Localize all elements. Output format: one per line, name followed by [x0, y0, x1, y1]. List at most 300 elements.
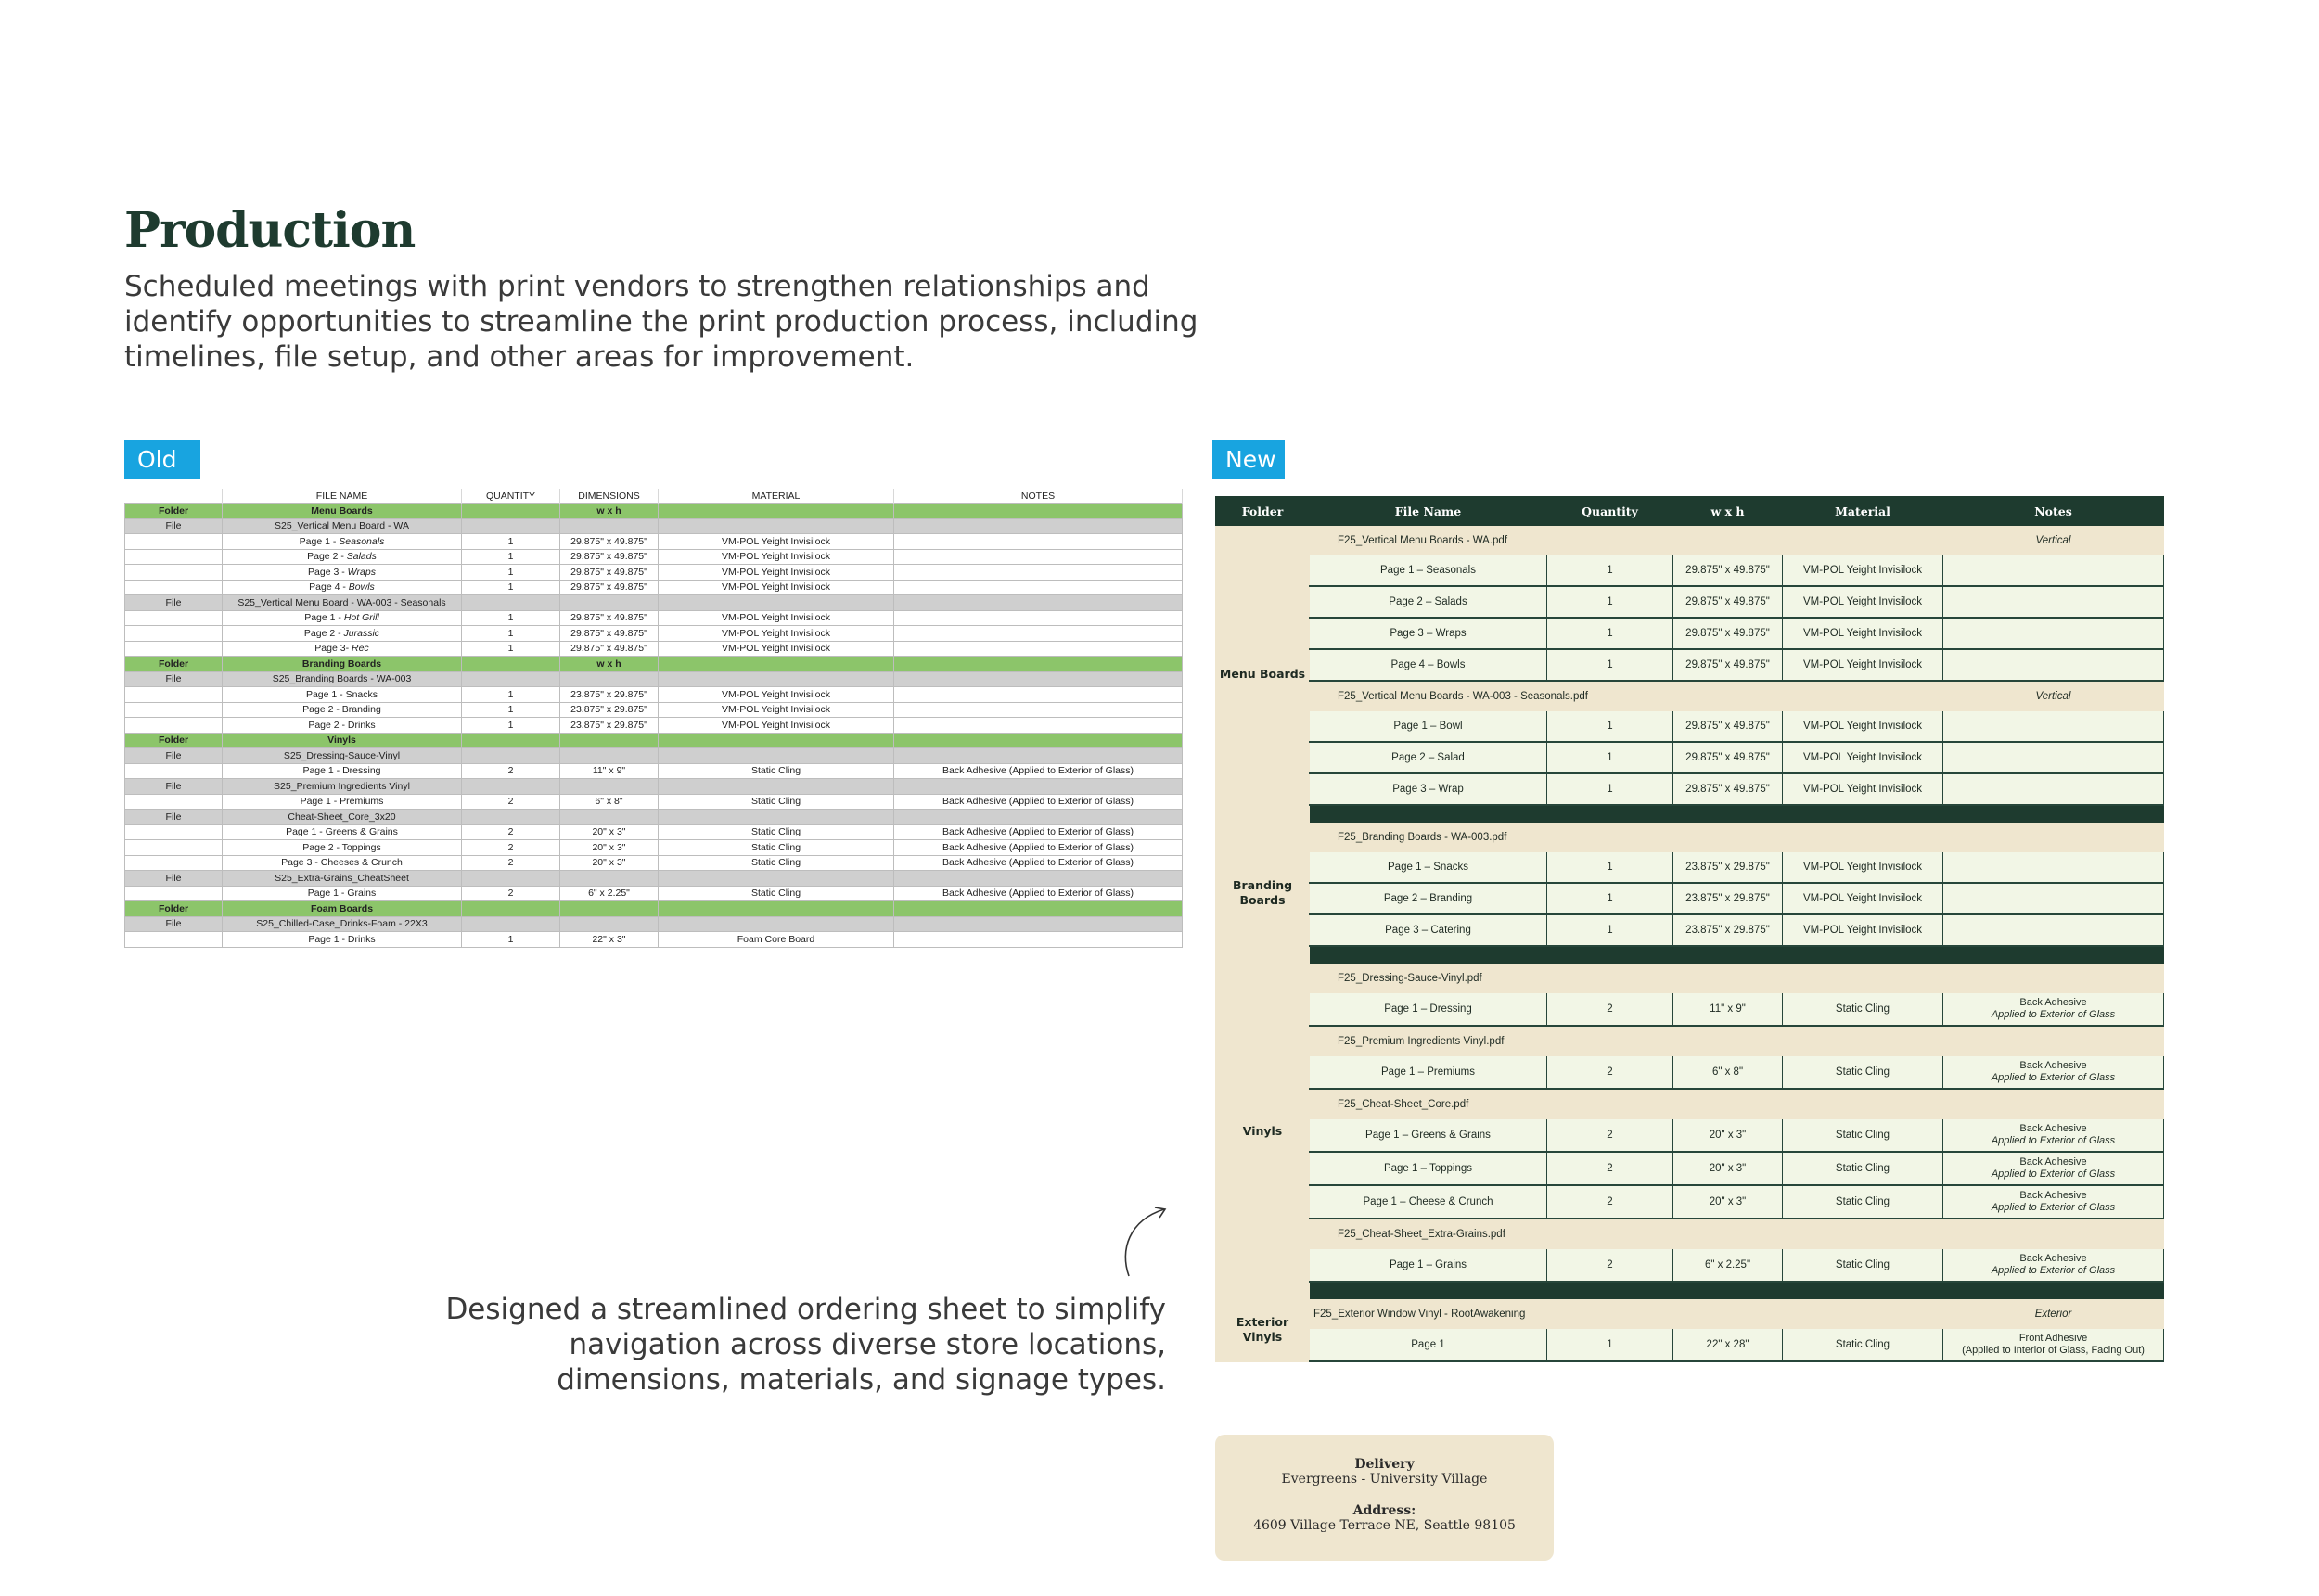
old-row-item — [125, 840, 1183, 856]
page-notes — [1943, 1185, 2164, 1219]
old-row-item — [125, 534, 1183, 550]
page-name: Page 1 – Seasonals — [1310, 555, 1547, 587]
old-cell-italic: Salads — [346, 551, 377, 563]
old-cell: Back Adhesive (Applied to Exterior of Glass) — [894, 855, 1183, 871]
page-dimensions: 6" x 2.25" — [1673, 1249, 1783, 1283]
file-name: F25_Vertical Menu Boards - WA.pdf — [1310, 526, 1943, 555]
old-cell — [560, 916, 659, 932]
page-name: Page 3 – Wraps — [1310, 618, 1547, 649]
old-row-item — [125, 763, 1183, 779]
old-cell: 23.875" x 29.875" — [560, 718, 659, 734]
page-quantity: 1 — [1547, 586, 1673, 618]
old-cell: Static Cling — [659, 886, 894, 901]
old-cell: 1 — [462, 565, 560, 581]
old-row-folder — [125, 504, 1183, 519]
old-cell — [223, 534, 462, 550]
old-row-file — [125, 916, 1183, 932]
old-cell — [894, 916, 1183, 932]
page-notes — [1943, 1329, 2164, 1362]
page-dimensions: 23.875" x 29.875" — [1673, 914, 1783, 946]
page-row — [1216, 883, 2164, 914]
old-cell — [894, 534, 1183, 550]
old-cell — [894, 932, 1183, 948]
old-cell — [894, 610, 1183, 626]
old-cell: 6" x 8" — [560, 794, 659, 810]
old-cell: Folder — [125, 901, 223, 917]
old-cell-italic: Bowls — [348, 581, 375, 594]
old-cell: VM-POL Yeight Invisilock — [659, 549, 894, 565]
page-material: VM-POL Yeight Invisilock — [1783, 649, 1943, 681]
old-header-cell: MATERIAL — [659, 489, 894, 504]
old-row-item — [125, 702, 1183, 718]
note-line-italic: Applied to Exterior of Glass — [1991, 1135, 2116, 1146]
delivery-label: Delivery — [1354, 1457, 1415, 1472]
old-cell — [894, 671, 1183, 687]
old-cell — [560, 779, 659, 795]
old-row-file — [125, 671, 1183, 687]
old-row-item — [125, 794, 1183, 810]
page-name: Page 1 – Grains — [1310, 1249, 1547, 1283]
old-cell — [894, 810, 1183, 825]
page-dimensions: 29.875" x 49.875" — [1673, 742, 1783, 773]
old-cell — [894, 641, 1183, 657]
note-line-italic: Applied to Exterior of Glass — [1991, 1009, 2116, 1020]
old-cell: 29.875" x 49.875" — [560, 549, 659, 565]
file-note: Exterior — [1943, 1299, 2164, 1329]
old-cell — [659, 871, 894, 887]
old-cell: S25_Extra-Grains_CheatSheet — [223, 871, 462, 887]
page-row — [1216, 711, 2164, 743]
page-material: VM-POL Yeight Invisilock — [1783, 883, 1943, 914]
old-cell-text: Page 3- — [314, 643, 352, 655]
old-cell: VM-POL Yeight Invisilock — [659, 534, 894, 550]
old-cell — [894, 871, 1183, 887]
curved-arrow-icon — [1116, 1204, 1172, 1278]
old-cell-italic: Rec — [352, 643, 369, 655]
old-cell: 1 — [462, 626, 560, 642]
old-row-item — [125, 565, 1183, 581]
page-quantity: 1 — [1547, 852, 1673, 884]
old-order-sheet — [124, 489, 1183, 948]
old-cell: VM-POL Yeight Invisilock — [659, 610, 894, 626]
old-cell: 2 — [462, 824, 560, 840]
new-header-folder: Folder — [1216, 497, 1310, 526]
old-cell — [894, 595, 1183, 611]
old-cell: S25_Premium Ingredients Vinyl — [223, 779, 462, 795]
old-cell — [560, 518, 659, 534]
old-row-file — [125, 518, 1183, 534]
old-cell: File — [125, 671, 223, 687]
old-cell — [462, 748, 560, 764]
note-line: (Applied to Interior of Glass, Facing Out) — [1962, 1345, 2145, 1356]
page-row — [1216, 1056, 2164, 1090]
old-cell-text: Page 4 - — [309, 581, 349, 594]
page-notes — [1943, 586, 2164, 618]
callout-text: Designed a streamlined ordering sheet to simplify navigation across diverse store locations, dimensions, materials, and signage types. — [445, 1293, 1166, 1397]
old-cell — [560, 810, 659, 825]
page-name: Page 4 – Bowls — [1310, 649, 1547, 681]
page-notes — [1943, 618, 2164, 649]
page-name: Page 1 – Snacks — [1310, 852, 1547, 884]
old-cell — [223, 610, 462, 626]
file-row — [1216, 1299, 2164, 1329]
old-cell — [894, 733, 1183, 748]
old-cell: 1 — [462, 702, 560, 718]
page-row — [1216, 555, 2164, 587]
old-cell-italic: Hot Grill — [343, 612, 379, 624]
old-cell: S25_Vertical Menu Board - WA-003 - Seasonals — [223, 595, 462, 611]
page-dimensions: 23.875" x 29.875" — [1673, 852, 1783, 884]
page-dimensions: 29.875" x 49.875" — [1673, 773, 1783, 805]
old-cell: Static Cling — [659, 794, 894, 810]
old-cell — [462, 810, 560, 825]
delivery-store: Evergreens - University Village — [1281, 1472, 1488, 1487]
file-row — [1216, 681, 2164, 711]
file-note: Vertical — [1943, 526, 2164, 555]
old-cell — [223, 580, 462, 595]
page-dimensions: 20" x 3" — [1673, 1119, 1783, 1153]
old-cell: File — [125, 595, 223, 611]
old-cell: 2 — [462, 840, 560, 856]
old-cell — [462, 871, 560, 887]
old-cell-italic: Wraps — [347, 566, 376, 578]
old-row-file — [125, 810, 1183, 825]
old-cell: Foam Core Board — [659, 932, 894, 948]
old-cell — [462, 671, 560, 687]
old-cell — [659, 779, 894, 795]
old-cell — [223, 626, 462, 642]
new-header-notes: Notes — [1943, 497, 2164, 526]
old-cell: 29.875" x 49.875" — [560, 565, 659, 581]
page-material: Static Cling — [1783, 993, 1943, 1027]
old-cell — [125, 549, 223, 565]
old-cell: Back Adhesive (Applied to Exterior of Glass) — [894, 763, 1183, 779]
page-quantity: 2 — [1547, 993, 1673, 1027]
file-name: F25_Premium Ingredients Vinyl.pdf — [1310, 1026, 1943, 1056]
delivery-card — [1215, 1435, 1554, 1561]
old-cell: 22" x 3" — [560, 932, 659, 948]
page-material: VM-POL Yeight Invisilock — [1783, 742, 1943, 773]
old-row-item — [125, 549, 1183, 565]
old-cell: S25_Branding Boards - WA-003 — [223, 671, 462, 687]
note-line: Back Adhesive — [2019, 1156, 2087, 1168]
old-cell — [125, 855, 223, 871]
old-cell — [894, 779, 1183, 795]
old-cell — [894, 718, 1183, 734]
page-row — [1216, 852, 2164, 884]
old-cell: Static Cling — [659, 763, 894, 779]
page-dimensions: 29.875" x 49.875" — [1673, 618, 1783, 649]
old-cell: 20" x 3" — [560, 855, 659, 871]
old-cell — [560, 671, 659, 687]
old-cell: Page 3 - Cheeses & Crunch — [223, 855, 462, 871]
old-cell — [659, 810, 894, 825]
old-header-cell: QUANTITY — [462, 489, 560, 504]
old-cell — [560, 748, 659, 764]
new-header-filename: File Name — [1310, 497, 1547, 526]
file-row — [1216, 526, 2164, 555]
page-quantity: 1 — [1547, 649, 1673, 681]
page-notes — [1943, 711, 2164, 743]
page-notes — [1943, 993, 2164, 1027]
page-title: Production — [124, 202, 416, 259]
page-row — [1216, 1119, 2164, 1153]
old-cell — [223, 565, 462, 581]
old-cell: Back Adhesive (Applied to Exterior of Glass) — [894, 824, 1183, 840]
old-cell-text: Page 1 - — [299, 535, 340, 547]
old-cell: Foam Boards — [223, 901, 462, 917]
page-row — [1216, 914, 2164, 946]
old-cell — [659, 916, 894, 932]
page-quantity: 1 — [1547, 773, 1673, 805]
old-cell: 1 — [462, 718, 560, 734]
old-row-item — [125, 687, 1183, 703]
page-notes — [1943, 852, 2164, 884]
page-row — [1216, 1329, 2164, 1362]
note-line-italic: Applied to Exterior of Glass — [1991, 1202, 2116, 1213]
old-cell — [894, 657, 1183, 672]
old-row-folder — [125, 901, 1183, 917]
old-header-cell: DIMENSIONS — [560, 489, 659, 504]
old-cell: 20" x 3" — [560, 824, 659, 840]
address-label: Address: — [1352, 1503, 1416, 1518]
page-row — [1216, 1152, 2164, 1185]
page-dimensions: 20" x 3" — [1673, 1152, 1783, 1185]
page-material: VM-POL Yeight Invisilock — [1783, 914, 1943, 946]
page-notes — [1943, 742, 2164, 773]
old-cell: VM-POL Yeight Invisilock — [659, 565, 894, 581]
old-cell — [125, 610, 223, 626]
page-quantity: 2 — [1547, 1249, 1673, 1283]
old-cell: 1 — [462, 580, 560, 595]
old-cell: 20" x 3" — [560, 840, 659, 856]
old-cell: Page 1 - Premiums — [223, 794, 462, 810]
old-cell: 29.875" x 49.875" — [560, 626, 659, 642]
note-line: Back Adhesive — [2019, 1190, 2087, 1201]
page-name: Page 1 – Premiums — [1310, 1056, 1547, 1090]
delivery-address: 4609 Village Terrace NE, Seattle 98105 — [1253, 1518, 1516, 1533]
old-cell-italic: Jurassic — [343, 627, 380, 639]
old-cell: Menu Boards — [223, 504, 462, 519]
page-name: Page 1 – Cheese & Crunch — [1310, 1185, 1547, 1219]
page-notes — [1943, 649, 2164, 681]
old-row-file — [125, 748, 1183, 764]
old-cell: Page 1 - Grains — [223, 886, 462, 901]
old-cell: 29.875" x 49.875" — [560, 580, 659, 595]
old-cell: 1 — [462, 932, 560, 948]
file-note: Vertical — [1943, 681, 2164, 711]
page-dimensions: 6" x 8" — [1673, 1056, 1783, 1090]
old-cell — [223, 549, 462, 565]
page-name: Page 1 – Dressing — [1310, 993, 1547, 1027]
old-cell — [894, 518, 1183, 534]
old-cell — [125, 886, 223, 901]
page-dimensions: 29.875" x 49.875" — [1673, 649, 1783, 681]
page-quantity: 2 — [1547, 1056, 1673, 1090]
old-cell — [462, 733, 560, 748]
new-order-sheet — [1215, 496, 2164, 1362]
page-notes — [1943, 773, 2164, 805]
old-row-file — [125, 779, 1183, 795]
old-cell-text: Page 2 - — [307, 551, 347, 563]
old-cell: 1 — [462, 641, 560, 657]
old-cell: Page 1 - Snacks — [223, 687, 462, 703]
page-row — [1216, 742, 2164, 773]
old-cell: VM-POL Yeight Invisilock — [659, 580, 894, 595]
folder-exterior-vinyls: Exterior Vinyls — [1216, 1299, 1310, 1362]
old-cell: Page 1 - Dressing — [223, 763, 462, 779]
folder-menu-boards: Menu Boards — [1216, 526, 1310, 823]
old-cell: VM-POL Yeight Invisilock — [659, 702, 894, 718]
old-cell-text: Page 3 - — [308, 566, 348, 578]
old-cell — [894, 626, 1183, 642]
old-cell: S25_Dressing-Sauce-Vinyl — [223, 748, 462, 764]
new-header-row — [1216, 497, 2164, 526]
old-row-folder — [125, 733, 1183, 748]
old-cell: File — [125, 779, 223, 795]
page-row — [1216, 618, 2164, 649]
old-cell: VM-POL Yeight Invisilock — [659, 626, 894, 642]
old-cell — [462, 779, 560, 795]
page-name: Page 2 – Salads — [1310, 586, 1547, 618]
file-note — [1943, 823, 2164, 852]
old-row-item — [125, 932, 1183, 948]
page-row — [1216, 1249, 2164, 1283]
old-cell: Folder — [125, 504, 223, 519]
page-notes — [1943, 1119, 2164, 1153]
old-cell: File — [125, 916, 223, 932]
page-quantity: 1 — [1547, 618, 1673, 649]
file-name: F25_Cheat-Sheet_Extra-Grains.pdf — [1310, 1219, 1943, 1249]
old-cell — [659, 657, 894, 672]
old-cell — [125, 580, 223, 595]
old-cell — [125, 626, 223, 642]
old-cell: 23.875" x 29.875" — [560, 702, 659, 718]
old-cell — [560, 871, 659, 887]
old-cell — [659, 901, 894, 917]
old-cell: VM-POL Yeight Invisilock — [659, 718, 894, 734]
new-header-material: Material — [1783, 497, 1943, 526]
page-dimensions: 11" x 9" — [1673, 993, 1783, 1027]
page-name: Page 1 — [1310, 1329, 1547, 1362]
page-name: Page 1 – Toppings — [1310, 1152, 1547, 1185]
old-cell — [560, 595, 659, 611]
page-material: VM-POL Yeight Invisilock — [1783, 852, 1943, 884]
old-cell: 2 — [462, 794, 560, 810]
page-material: Static Cling — [1783, 1329, 1943, 1362]
old-header-cell — [125, 489, 223, 504]
page-quantity: 2 — [1547, 1152, 1673, 1185]
folder-vinyls: Vinyls — [1216, 964, 1310, 1299]
page-row — [1216, 773, 2164, 805]
old-cell: w x h — [560, 657, 659, 672]
old-header-row — [125, 489, 1183, 504]
old-cell: File — [125, 748, 223, 764]
old-cell: 1 — [462, 549, 560, 565]
old-cell: Vinyls — [223, 733, 462, 748]
old-cell — [894, 748, 1183, 764]
page-material: Static Cling — [1783, 1152, 1943, 1185]
note-line: Front Adhesive — [2018, 1333, 2088, 1344]
old-row-item — [125, 718, 1183, 734]
old-row-item — [125, 886, 1183, 901]
old-cell — [560, 733, 659, 748]
old-cell: 2 — [462, 763, 560, 779]
old-cell: Page 1 - Drinks — [223, 932, 462, 948]
old-cell — [125, 641, 223, 657]
section-divider — [1216, 1282, 2164, 1299]
old-cell: File — [125, 871, 223, 887]
old-cell — [462, 916, 560, 932]
file-row — [1216, 823, 2164, 852]
file-row — [1216, 1089, 2164, 1119]
page-name: Page 3 – Catering — [1310, 914, 1547, 946]
old-cell: S25_Vertical Menu Board - WA — [223, 518, 462, 534]
old-cell — [659, 671, 894, 687]
old-cell — [894, 580, 1183, 595]
page-material: VM-POL Yeight Invisilock — [1783, 711, 1943, 743]
old-cell: 2 — [462, 855, 560, 871]
page-material: VM-POL Yeight Invisilock — [1783, 773, 1943, 805]
old-cell: 1 — [462, 610, 560, 626]
old-cell — [462, 595, 560, 611]
old-cell: 29.875" x 49.875" — [560, 534, 659, 550]
file-name: F25_Vertical Menu Boards - WA-003 - Seasonals.pdf — [1310, 681, 1943, 711]
file-name: F25_Branding Boards - WA-003.pdf — [1310, 823, 1943, 852]
page-material: Static Cling — [1783, 1056, 1943, 1090]
file-note — [1943, 1089, 2164, 1119]
page-dimensions: 22" x 28" — [1673, 1329, 1783, 1362]
old-cell — [125, 702, 223, 718]
file-name: F25_Exterior Window Vinyl - RootAwakening — [1310, 1299, 1943, 1329]
page-quantity: 2 — [1547, 1119, 1673, 1153]
old-cell — [894, 901, 1183, 917]
old-cell: Static Cling — [659, 824, 894, 840]
page-material: Static Cling — [1783, 1185, 1943, 1219]
file-name: F25_Cheat-Sheet_Core.pdf — [1310, 1089, 1943, 1119]
old-cell — [894, 702, 1183, 718]
note-line-italic: Applied to Exterior of Glass — [1991, 1168, 2116, 1180]
page-notes — [1943, 1249, 2164, 1283]
file-note — [1943, 964, 2164, 993]
page-quantity: 1 — [1547, 914, 1673, 946]
page-material: VM-POL Yeight Invisilock — [1783, 555, 1943, 587]
old-cell: 29.875" x 49.875" — [560, 641, 659, 657]
note-line: Back Adhesive — [2019, 1060, 2087, 1071]
page-notes — [1943, 555, 2164, 587]
old-cell: 1 — [462, 687, 560, 703]
old-cell — [125, 794, 223, 810]
old-cell: Folder — [125, 733, 223, 748]
page-name: Page 3 – Wrap — [1310, 773, 1547, 805]
old-cell-italic: Seasonals — [339, 535, 385, 547]
page-name: Page 1 – Greens & Grains — [1310, 1119, 1547, 1153]
old-table-body — [125, 504, 1183, 948]
old-cell — [125, 763, 223, 779]
old-cell: File — [125, 518, 223, 534]
old-cell: VM-POL Yeight Invisilock — [659, 687, 894, 703]
page-dimensions: 29.875" x 49.875" — [1673, 711, 1783, 743]
old-cell: Back Adhesive (Applied to Exterior of Glass) — [894, 794, 1183, 810]
page-name: Page 2 – Salad — [1310, 742, 1547, 773]
old-cell — [462, 901, 560, 917]
old-cell: Cheat-Sheet_Core_3x20 — [223, 810, 462, 825]
file-note — [1943, 1026, 2164, 1056]
note-line: Back Adhesive — [2019, 997, 2087, 1008]
old-row-file — [125, 871, 1183, 887]
new-label: New — [1212, 440, 1285, 479]
old-row-item — [125, 641, 1183, 657]
